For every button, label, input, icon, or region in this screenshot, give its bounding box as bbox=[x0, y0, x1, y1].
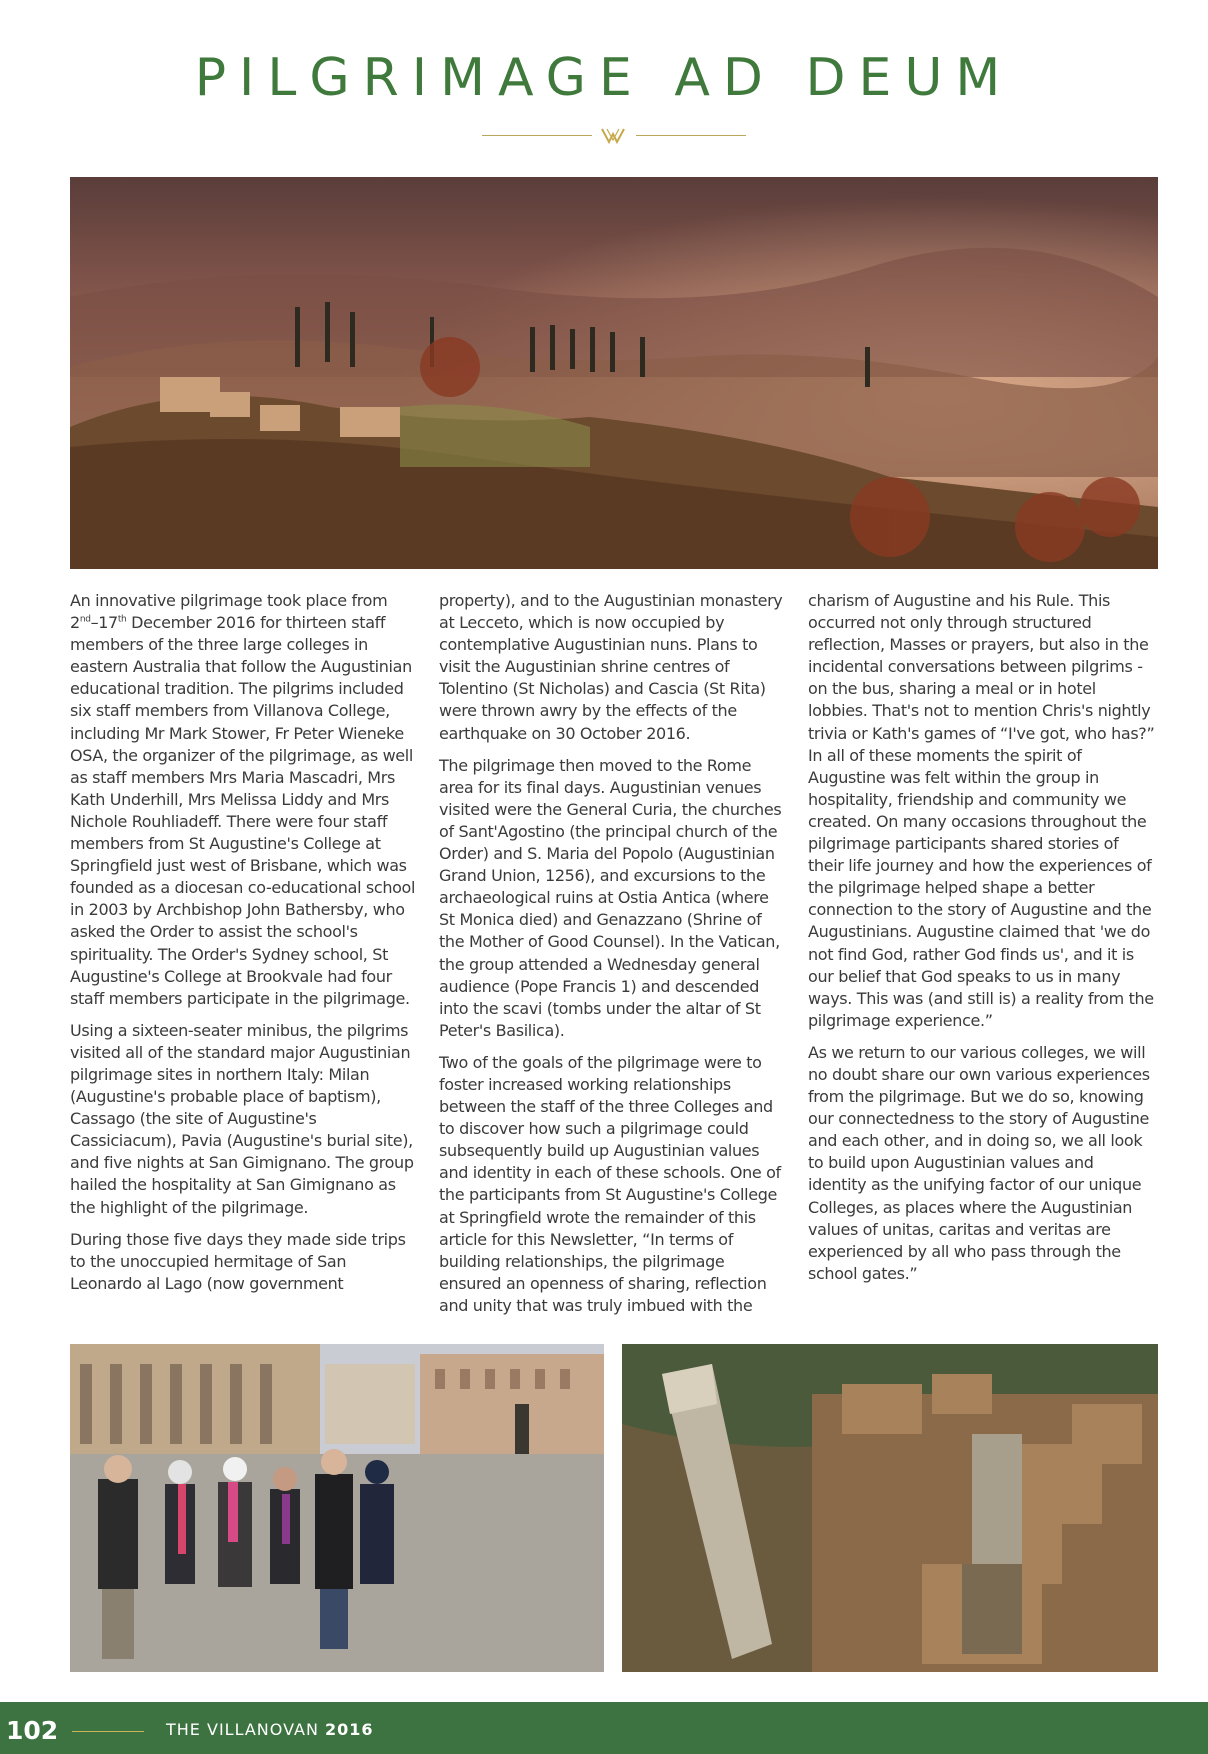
article-paragraph: Using a sixteen-seater minibus, the pilgrims visited all of the standard major Augustinian pilgrimage sites in northern Italy: Milan (Augustine's probable place of baptism), Cassago (the site of Augustine's Cassiciacum), Pavia (Augustine's burial site), and five nights at San Gimignano. The group hailed the hospitality at San Gimignano as the highlight of the pilgrimage. bbox=[70, 1020, 414, 1217]
article-paragraph: During those five days they made side trips to the unoccupied hermitage of San Leonardo al Lago (now government bbox=[70, 1229, 406, 1293]
article-column-2 bbox=[439, 590, 787, 1327]
villanova-emblem-icon bbox=[600, 126, 626, 146]
hero-landscape-photo bbox=[70, 177, 1158, 569]
publication-name: THE VILLANOVAN 2016 bbox=[166, 1720, 374, 1739]
publication-year: 2016 bbox=[325, 1720, 374, 1739]
footer-divider bbox=[72, 1731, 144, 1732]
page-number: 102 bbox=[6, 1716, 59, 1745]
article-paragraph: As we return to our various colleges, we will no doubt share our own various experiences from the pilgrimage. But we do so, knowing our connectedness to the story of Augustine and each other, and in doing so, we all look to build upon Augustinian values and identity as the unifying factor of our unique Colleges, as places where the Augustinian values of unitas, caritas and veritas are experienced by all who pass through the school gates.” bbox=[808, 1042, 1150, 1283]
page-title: PILGRIMAGE AD DEUM bbox=[194, 48, 1014, 108]
page-footer bbox=[0, 1702, 1208, 1754]
ornament-line-right bbox=[636, 135, 746, 136]
towers-aerial-photo bbox=[622, 1344, 1158, 1672]
title-ornament bbox=[480, 126, 746, 146]
article-paragraph: An innovative pilgrimage took place from 2nd–17th December 2016 for thirteen staff members of the three large colleges in eastern Australia that follow the Augustinian educational tradition. The pilgrims included six staff members from Villanova College, including Mr Mark Stower, Fr Peter Wieneke OSA, the organizer of the pilgrimage, as well as staff members Mrs Maria Mascadri, Mrs Kath Underhill, Mrs Melissa Liddy and Mrs Nichole Rouhliadeff. There were four staff members from St Augustine's College at Springfield just west of Brisbane, which was founded as a diocesan co-educational school in 2003 by Archbishop John Bathersby, who asked the Order to assist the school's spirituality. The Order's Sydney school, St Augustine's College at Brookvale had four staff members participate in the pilgrimage. bbox=[70, 591, 416, 1008]
article-paragraph: The pilgrimage then moved to the Rome area for its final days. Augustinian venues visited were the General Curia, the churches of Sant'Agostino (the principal church of the Order) and S. Maria del Popolo (Augustinian Grand Union, 1256), and excursions to the archaeological ruins at Ostia Antica (where St Monica died) and Genazzano (Shrine of the Mother of Good Counsel). In the Vatican, the group attended a Wednesday general audience (Pope Francis 1) and descended into the scavi (tombs under the altar of St Peter's Basilica). bbox=[439, 755, 782, 1040]
article-column-3 bbox=[808, 590, 1156, 1295]
article-paragraph: property), and to the Augustinian monastery at Lecceto, which is now occupied by contemplative Augustinian nuns. Plans to visit the Augustinian shrine centres of Tolentino (St Nicholas) and Cascia (St Rita) were thrown awry by the effects of the earthquake on 30 October 2016. bbox=[439, 591, 783, 743]
article-paragraph: Two of the goals of the pilgrimage were to foster increased working relationships between the staff of the three Colleges and to discover how such a pilgrimage could subsequently build up Augustinian values and identity in each of these schools. One of the participants from St Augustine's College at Springfield wrote the remainder of this article for this Newsletter, “In terms of building relationships, the pilgrimage ensured an openness of sharing, reflection and unity that was truly imbued with the bbox=[439, 1052, 781, 1315]
group-photo bbox=[70, 1344, 604, 1672]
article-column-1 bbox=[70, 590, 418, 1305]
ornament-line-left bbox=[482, 135, 592, 136]
article-paragraph: charism of Augustine and his Rule. This occurred not only through structured reflection, Masses or prayers, but also in the incidental conversations between pilgrims - on the bus, sharing a meal or in hotel lobbies. That's not to mention Chris's nightly trivia or Kath's games of “I've got, who has?” In all of these moments the spirit of Augustine was felt within the group in hospitality, friendship and community we created. On many occasions throughout the pilgrimage participants shared stories of their life journey and how the experiences of the pilgrimage helped shape a better connection to the story of Augustine and the Augustinians. Augustine claimed that 'we do not find God, rather God finds us', and it is our belief that God speaks to us in many ways. This was (and still is) a reality from the pilgrimage experience.” bbox=[808, 591, 1155, 1030]
